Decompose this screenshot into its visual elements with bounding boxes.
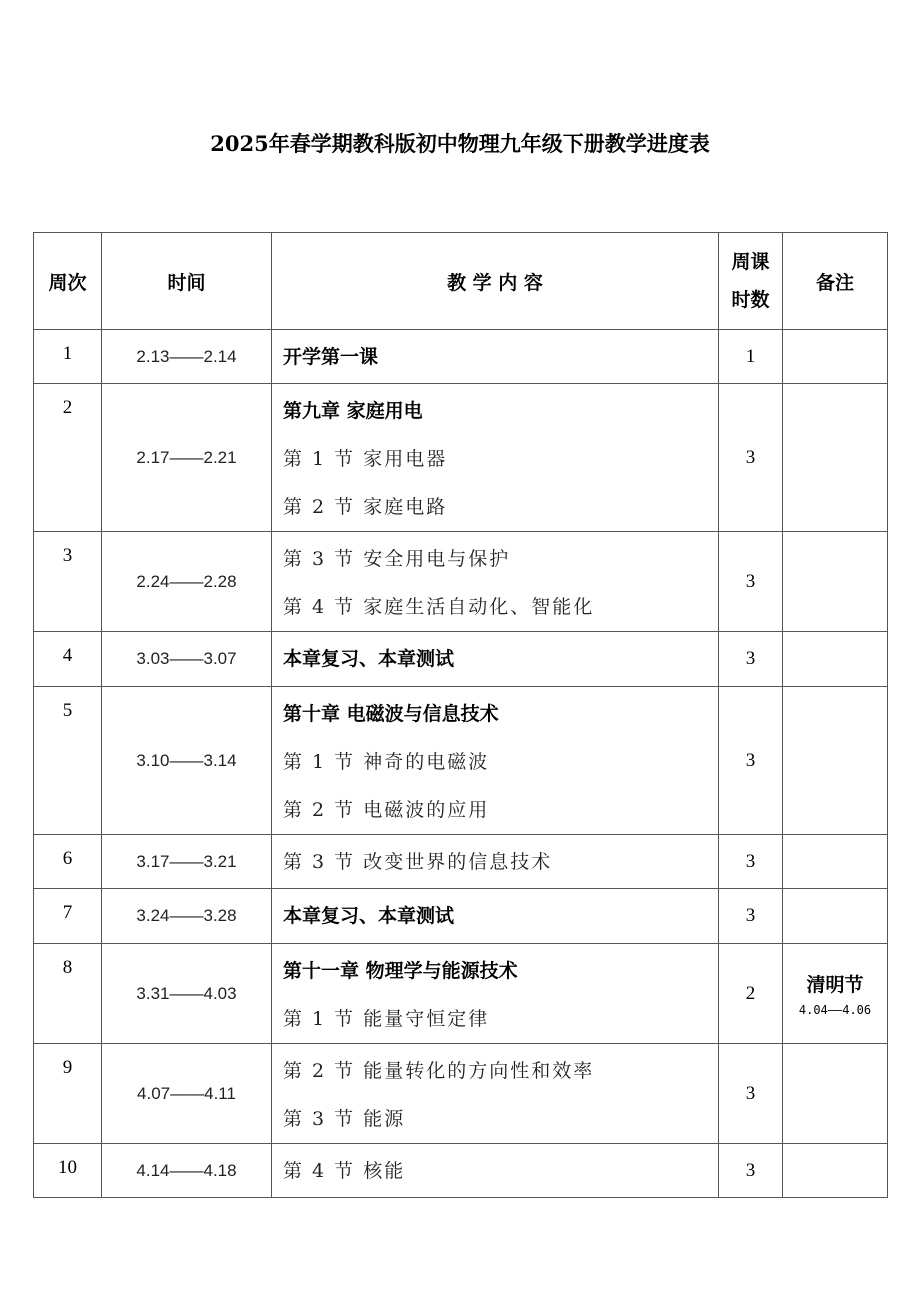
content-line: 第 1 节 家用电器 [283,448,448,470]
table-row [34,889,888,944]
note-cell [783,835,888,889]
header-hours-line2: 时数 [731,289,770,311]
note-dates: 4.04——4.06 [798,1003,872,1017]
time-cell: 3.10——3.14 [102,687,272,835]
content-line: 第 4 节 家庭生活自动化、智能化 [283,596,595,618]
hours-cell: 2 [719,944,783,1044]
schedule-table [33,232,888,1198]
hours-cell: 1 [719,330,783,384]
page-title: 2025年春学期教科版初中物理九年级下册教学进度表 [210,131,710,156]
hours-cell: 3 [719,632,783,687]
content-line: 本章复习、本章测试 [283,905,455,927]
note-cell [783,532,888,632]
time-cell: 2.17——2.21 [102,384,272,532]
table-row [34,532,888,632]
content-cell [272,835,719,889]
content-line: 第 1 节 神奇的电磁波 [283,751,490,773]
table-row [34,835,888,889]
hours-cell: 3 [719,1144,783,1198]
time-cell: 2.24——2.28 [102,532,272,632]
content-cell [272,1044,719,1144]
header-row [34,233,888,330]
hours-cell: 3 [719,532,783,632]
content-line: 第 3 节 改变世界的信息技术 [283,851,553,873]
content-cell [272,944,719,1044]
header-hours-line1: 周课 [731,251,770,273]
week-cell: 10 [34,1144,102,1198]
header-content: 教 学 内 容 [272,233,719,330]
header-time: 时间 [102,233,272,330]
header-hours [719,233,783,330]
note-cell [783,384,888,532]
content-line: 开学第一课 [283,346,379,368]
content-line: 第 3 节 安全用电与保护 [283,548,511,570]
time-cell: 3.24——3.28 [102,889,272,944]
note-cell [783,687,888,835]
time-cell: 4.14——4.18 [102,1144,272,1198]
table-row [34,687,888,835]
content-cell [272,1144,719,1198]
content-line: 第 2 节 能量转化的方向性和效率 [283,1060,595,1082]
week-cell: 6 [34,835,102,889]
note-text: 清明节 [806,974,864,996]
content-cell [272,889,719,944]
content-line: 第 2 节 家庭电路 [283,496,448,518]
time-cell: 4.07——4.11 [102,1044,272,1144]
note-cell [783,889,888,944]
content-cell [272,532,719,632]
content-cell [272,384,719,532]
content-line: 第十章 电磁波与信息技术 [283,703,499,725]
hours-cell: 3 [719,889,783,944]
time-cell: 3.03——3.07 [102,632,272,687]
note-cell [783,632,888,687]
hours-cell: 3 [719,835,783,889]
content-cell [272,687,719,835]
content-line: 第 3 节 能源 [283,1108,406,1130]
week-cell: 1 [34,330,102,384]
content-cell [272,632,719,687]
content-line: 第 2 节 电磁波的应用 [283,799,490,821]
table-row [34,1144,888,1198]
note-cell [783,944,888,1044]
table-row [34,1044,888,1144]
content-line: 第十一章 物理学与能源技术 [283,960,518,982]
week-cell: 4 [34,632,102,687]
content-line: 第 1 节 能量守恒定律 [283,1008,490,1030]
table-row [34,944,888,1044]
hours-cell: 3 [719,384,783,532]
time-cell: 3.31——4.03 [102,944,272,1044]
week-cell: 7 [34,889,102,944]
note-cell [783,1144,888,1198]
note-cell [783,1044,888,1144]
week-cell: 5 [34,687,102,835]
content-cell [272,330,719,384]
header-note: 备注 [783,233,888,330]
content-line: 第 4 节 核能 [283,1160,406,1182]
table-row [34,330,888,384]
hours-cell: 3 [719,1044,783,1144]
week-cell: 2 [34,384,102,532]
week-cell: 9 [34,1044,102,1144]
header-week: 周次 [34,233,102,330]
content-line: 本章复习、本章测试 [283,648,455,670]
week-cell: 8 [34,944,102,1044]
content-line: 第九章 家庭用电 [283,400,423,422]
note-cell [783,330,888,384]
week-cell: 3 [34,532,102,632]
table-row [34,632,888,687]
hours-cell: 3 [719,687,783,835]
time-cell: 2.13——2.14 [102,330,272,384]
table-row [34,384,888,532]
time-cell: 3.17——3.21 [102,835,272,889]
